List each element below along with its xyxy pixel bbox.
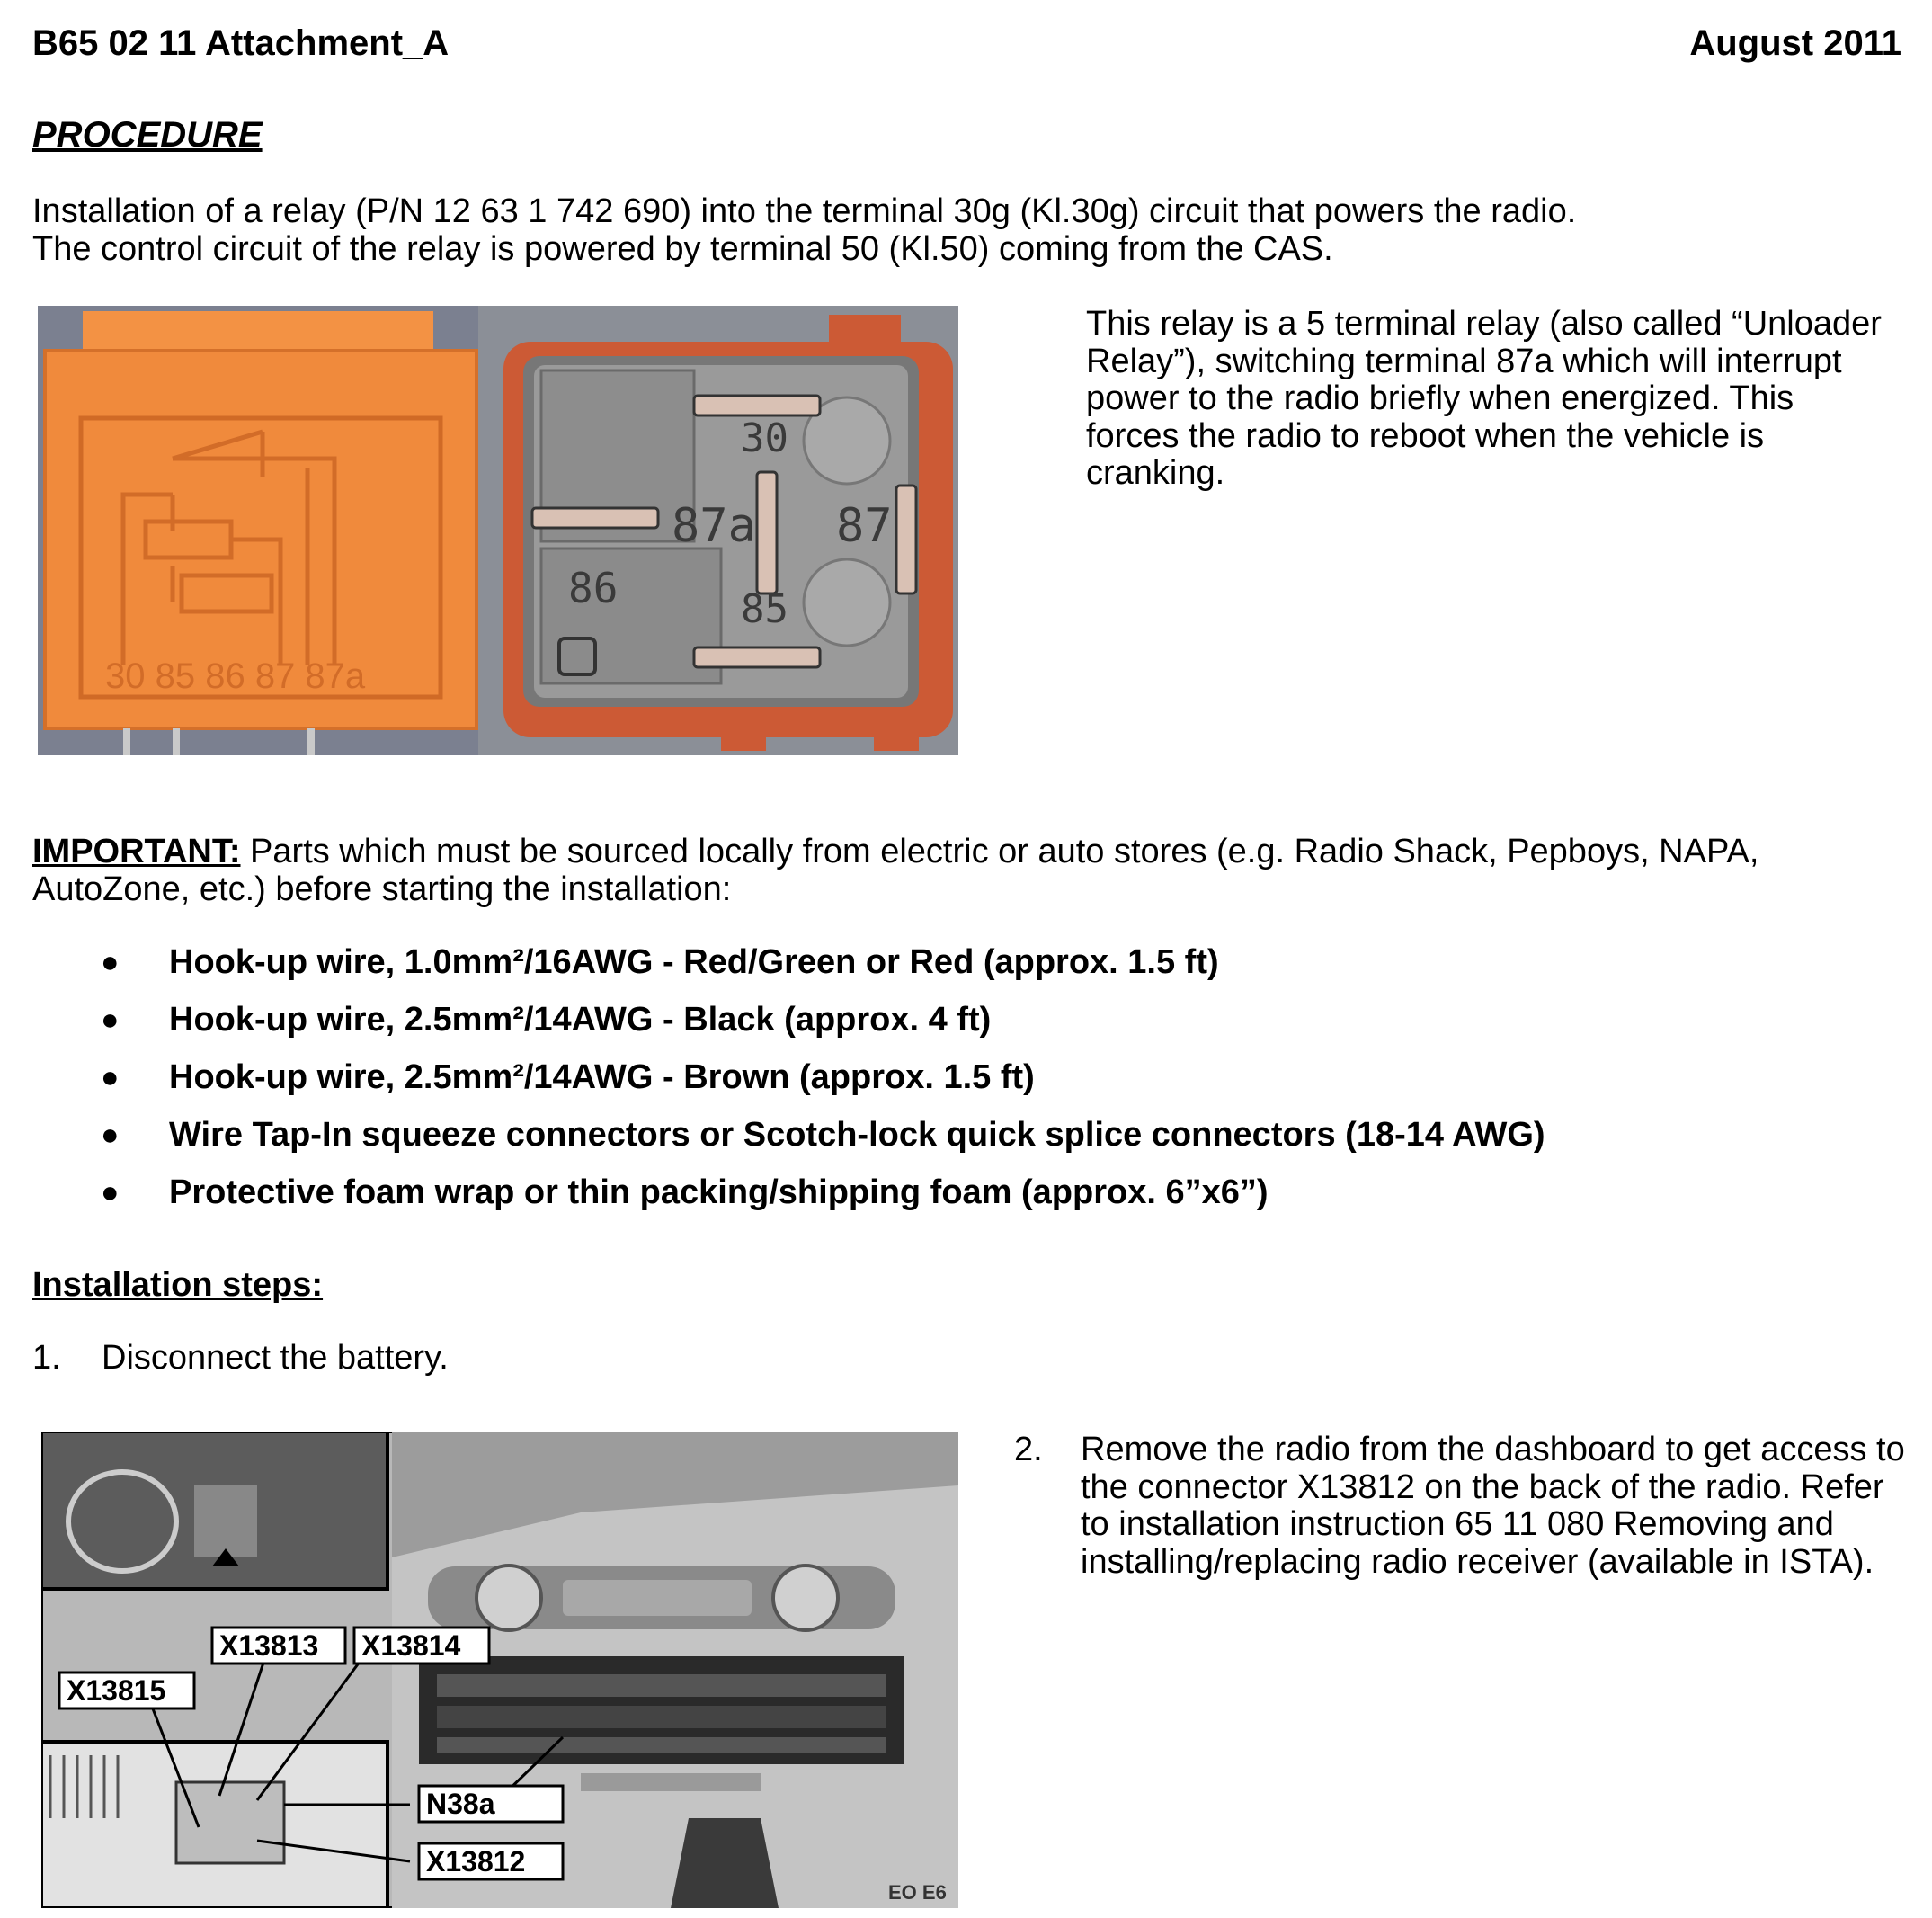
list-item	[99, 1115, 1545, 1173]
parts-list	[99, 942, 1545, 1230]
svg-text:X13812: X13812	[426, 1845, 526, 1878]
relay-terminal-markings: 30 85 86 87 87a	[105, 656, 366, 696]
step-text: Remove the radio from the dashboard to get access to the connector X13812 on the back of the radio. Refer to installation instruction 65 11 080 Removing and installing/replacing radio receiver (available in ISTA).	[1081, 1431, 1905, 1581]
list-item	[99, 1057, 1545, 1115]
list-item	[99, 1000, 1545, 1057]
part-text: Hook-up wire, 2.5mm²/14AWG - Brown (approx. 1.5 ft)	[169, 1058, 1035, 1096]
pin-label-85: 85	[741, 586, 788, 632]
part-text: Hook-up wire, 1.0mm²/16AWG - Red/Green or Red (approx. 1.5 ft)	[169, 943, 1219, 981]
important-label: IMPORTANT:	[32, 833, 241, 870]
step-number: 1.	[32, 1339, 61, 1377]
bullet-icon: ●	[101, 945, 120, 979]
bullet-icon: ●	[101, 1003, 120, 1037]
callout-x13813	[212, 1628, 345, 1664]
svg-text:X13815: X13815	[67, 1674, 166, 1707]
svg-text:X13813: X13813	[219, 1629, 319, 1662]
part-text: Wire Tap-In squeeze connectors or Scotch-lock quick splice connectors (18-14 AWG)	[169, 1116, 1545, 1154]
bullet-icon: ●	[101, 1175, 120, 1209]
procedure-heading: PROCEDURE	[32, 115, 263, 155]
important-note	[32, 833, 1911, 908]
svg-text:X13814: X13814	[361, 1629, 461, 1662]
relay-description: This relay is a 5 terminal relay (also called “Unloader Relay”), switching terminal 87a which will interrupt power to the radio briefly when energized. This forces the radio to reboot when the vehicle is cranking.	[1086, 305, 1882, 492]
part-text: Hook-up wire, 2.5mm²/14AWG - Black (approx. 4 ft)	[169, 1001, 992, 1039]
step-text: Disconnect the battery.	[102, 1339, 449, 1377]
list-item	[99, 942, 1545, 1000]
step-1	[32, 1340, 449, 1378]
callout-x13812	[419, 1843, 563, 1879]
document-date: August 2011	[1689, 23, 1901, 63]
pin-label-87: 87	[836, 499, 893, 553]
important-text: Parts which must be sourced locally from electric or auto stores (e.g. Radio Shack, Pepboys, NAPA, AutoZone, etc.) before starting the installation:	[32, 833, 1759, 908]
callout-n38a	[419, 1786, 563, 1822]
pin-label-30: 30	[741, 415, 788, 461]
list-item	[99, 1173, 1545, 1230]
gear-shift	[671, 1818, 779, 1908]
callout-x13814	[354, 1628, 489, 1664]
bullet-icon: ●	[101, 1060, 120, 1094]
intro-line-2: The control circuit of the relay is powered by terminal 50 (Kl.50) coming from the CAS.	[32, 230, 1333, 268]
pin-label-87a: 87a	[672, 499, 756, 553]
part-text: Protective foam wrap or thin packing/shipping foam (approx. 6”x6”)	[169, 1173, 1269, 1211]
svg-text:N38a: N38a	[426, 1788, 495, 1820]
relay-photo	[38, 306, 958, 755]
installation-steps-heading: Installation steps:	[32, 1266, 324, 1304]
step-number: 2.	[1014, 1431, 1043, 1468]
intro-line-1: Installation of a relay (P/N 12 63 1 742 690) into the terminal 30g (Kl.30g) circuit that powers the radio.	[32, 192, 1577, 230]
figure-reference-code: EO E6	[888, 1881, 947, 1904]
pin-label-86: 86	[568, 564, 619, 612]
intro-paragraph	[32, 192, 1911, 268]
radio-connector-diagram	[41, 1432, 958, 1908]
document-id: B65 02 11 Attachment_A	[32, 23, 450, 63]
callout-x13815	[59, 1673, 194, 1708]
bullet-icon: ●	[101, 1118, 120, 1152]
